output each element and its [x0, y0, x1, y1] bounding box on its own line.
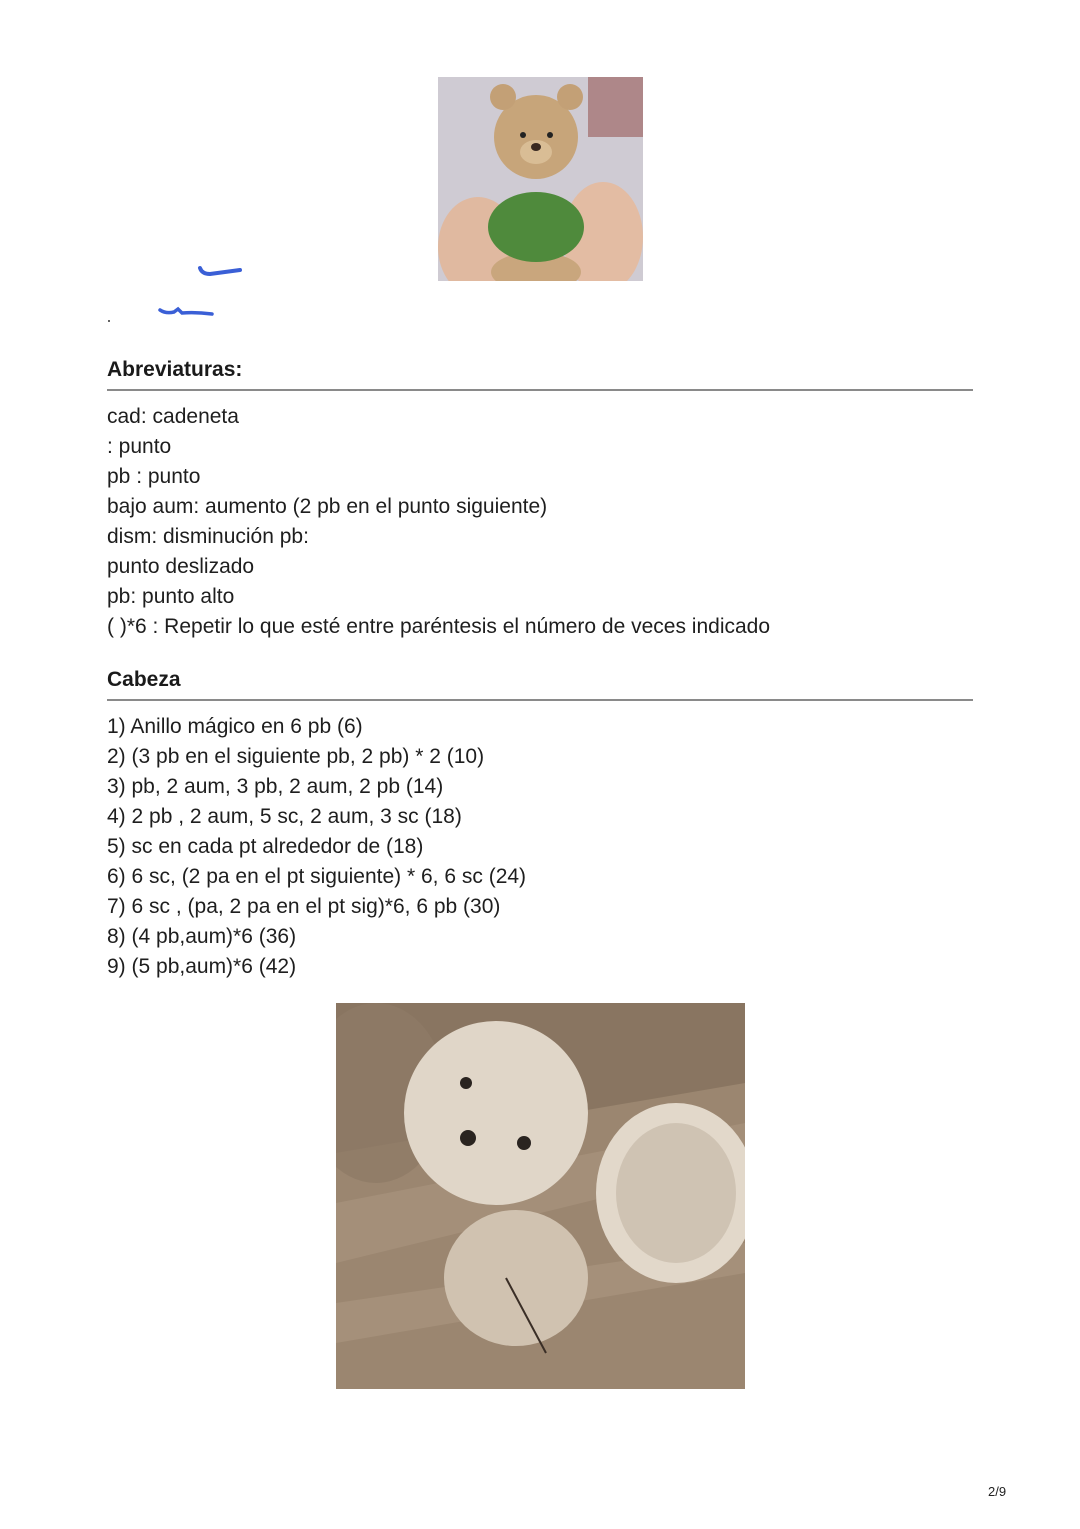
section-title: Cabeza: [107, 668, 181, 691]
abbreviation-line: ( )*6 : Repetir lo que esté entre paréntesis el número de veces indicado: [107, 615, 771, 638]
abbreviation-line: pb : punto: [107, 465, 201, 488]
abbreviation-line: dism: disminución pb:: [107, 525, 309, 548]
abbreviation-line: pb: punto alto: [107, 585, 235, 608]
abbreviation-line: punto deslizado: [107, 555, 255, 578]
head-section: [107, 667, 973, 982]
stray-dot: [108, 320, 110, 322]
pattern-row: 2) (3 pb en el siguiente pb, 2 pb) * 2 (10): [107, 745, 485, 768]
abbreviations-section: [107, 357, 973, 642]
blue-pen-annotation-icon: [156, 304, 218, 320]
crocheted-head-pieces-photo: [336, 1003, 745, 1389]
pattern-row: 1) Anillo mágico en 6 pb (6): [107, 715, 363, 738]
abbreviation-line: : punto: [107, 435, 172, 458]
pattern-row: 9) (5 pb,aum)*6 (42): [107, 955, 297, 978]
pattern-row: 5) sc en cada pt alrededor de (18): [107, 835, 424, 858]
section-title: Abreviaturas:: [107, 358, 243, 381]
abbreviation-line: cad: cadeneta: [107, 405, 239, 428]
pattern-row: 8) (4 pb,aum)*6 (36): [107, 925, 297, 948]
abbreviation-line: bajo aum: aumento (2 pb en el punto siguiente): [107, 495, 548, 518]
pattern-row: 7) 6 sc , (pa, 2 pa en el pt sig)*6, 6 pb (30): [107, 895, 501, 918]
section-divider: [107, 389, 973, 391]
pattern-row: 6) 6 sc, (2 pa en el pt siguiente) * 6, 6 sc (24): [107, 865, 527, 888]
blue-pen-annotation-icon: [196, 262, 246, 282]
section-divider: [107, 699, 973, 701]
pattern-row: 4) 2 pb , 2 aum, 5 sc, 2 aum, 3 sc (18): [107, 805, 462, 828]
page-number: 2/9: [988, 1484, 1007, 1499]
bear-with-green-sweater-photo: [438, 77, 643, 281]
pattern-row: 3) pb, 2 aum, 3 pb, 2 aum, 2 pb (14): [107, 775, 444, 798]
